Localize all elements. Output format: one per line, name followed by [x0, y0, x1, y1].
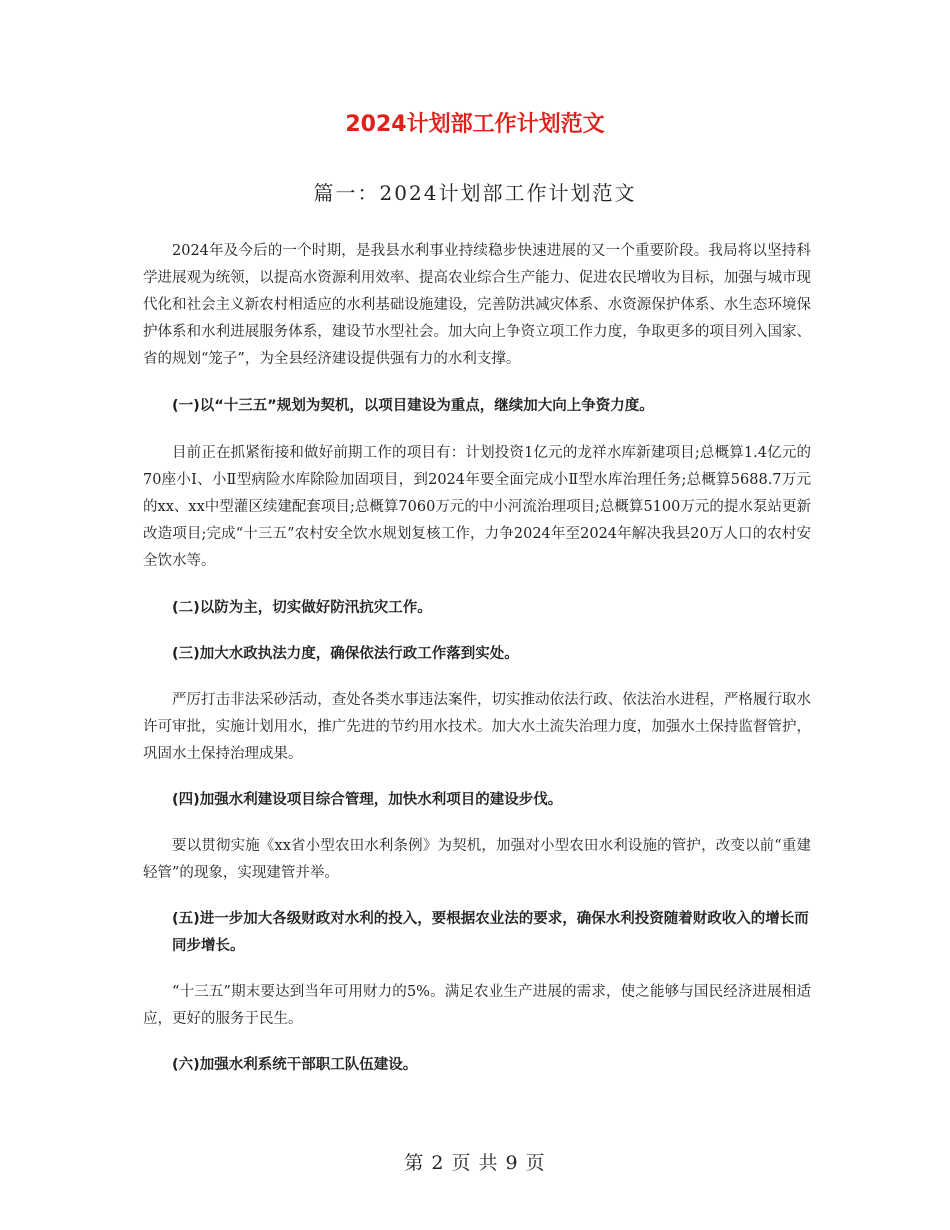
paragraph-law-enforcement: 严厉打击非法采砂活动，查处各类水事违法案件，切实推动依法行政、依法治水进程，严格履行取水许可审批，实施计划用水，推广先进的节约用水技术。加大水土流失治理力度，加强水土保持监督管护，巩固水土保持治理成果。	[143, 692, 811, 762]
document-body	[143, 238, 811, 1079]
heading-4: (四)加强水利建设项目综合管理，加快水利项目的建设步伐。	[172, 792, 563, 808]
heading-2: (二)以防为主，切实做好防汛抗灾工作。	[172, 600, 432, 616]
section-subtitle: 篇一：2024计划部工作计划范文	[313, 181, 637, 205]
paragraph-intro: 2024年及今后的一个时期，是我县水利事业持续稳步快速进展的又一个重要阶段。我局将以坚持科学进展观为统领，以提高水资源利用效率、提高农业综合生产能力、促进农民增收为目标，加强与城市现代化和社会主义新农村相适应的水利基础设施建设，完善防洪减灾体系、水资源保护体系、水生态环境保护体系和水利进展服务体系，建设节水型社会。加大向上争资立项工作力度，争取更多的项目列入国家、省的规划“笼子”，为全县经济建设提供强有力的水利支撑。	[143, 243, 811, 367]
heading-5: (五)进一步加大各级财政对水利的投入，要根据农业法的要求，确保水利投资随着财政收入的增长而同步增长。	[172, 911, 809, 954]
heading-1: (一)以“十三五”规划为契机，以项目建设为重点，继续加大向上争资力度。	[172, 398, 654, 414]
paragraph-projects: 目前正在抓紧衔接和做好前期工作的项目有：计划投资1亿元的龙祥水库新建项目;总概算1.4亿元的70座小Ⅰ、小Ⅱ型病险水库除险加固项目，到2024年要全面完成小Ⅱ型水库治理任务;总概算5688.7万元的xx、xx中型灌区续建配套项目;总概算7060万元的中小河流治理项目;总概算5100万元的提水泵站更新改造项目;完成“十三五”农村安全饮水规划复核工作，力争2024年至2024年解决我县20万人口的农村安全饮水等。	[143, 445, 811, 569]
heading-3: (三)加大水政执法力度，确保依法行政工作落到实处。	[172, 646, 519, 662]
heading-6: (六)加强水利系统干部职工队伍建设。	[172, 1057, 418, 1073]
paragraph-investment: “十三五”期末要达到当年可用财力的5%。满足农业生产进展的需求，使之能够与国民经济进展相适应，更好的服务于民生。	[143, 984, 811, 1027]
page-number-footer: 第 2 页 共 9 页	[404, 1152, 546, 1174]
document-title: 2024计划部工作计划范文	[345, 112, 605, 137]
paragraph-management: 要以贯彻实施《xx省小型农田水利条例》为契机，加强对小型农田水利设施的管护，改变以前“重建轻管”的现象，实现建管并举。	[143, 838, 811, 881]
